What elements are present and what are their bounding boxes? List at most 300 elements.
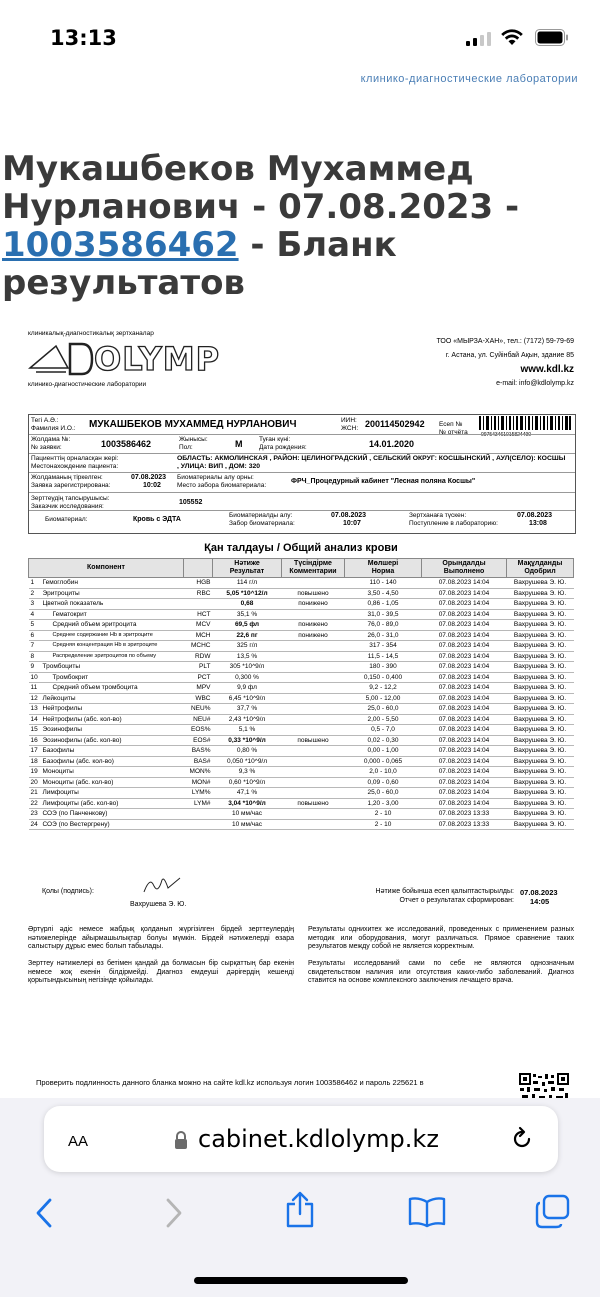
test-comment xyxy=(282,767,345,778)
bookmarks-icon[interactable] xyxy=(407,1196,447,1228)
test-norm: 2,00 - 5,50 xyxy=(345,714,422,725)
result-row xyxy=(29,788,574,799)
signature-label: Қолы (подпись): xyxy=(42,888,94,895)
result-row xyxy=(29,725,574,736)
test-norm: 0,000 - 0,065 xyxy=(345,756,422,767)
share-icon[interactable] xyxy=(284,1190,316,1230)
status-time: 13:13 xyxy=(50,26,117,50)
test-code: PCT xyxy=(184,672,213,683)
test-done: 07.08.2023 14:04 xyxy=(422,693,507,704)
order-number: 1003586462 xyxy=(101,439,152,449)
test-approved-by: Вахрушева Э. Ю. xyxy=(507,735,574,746)
wifi-icon xyxy=(501,29,523,46)
test-done: 07.08.2023 13:33 xyxy=(422,809,507,820)
component-cell xyxy=(29,693,184,704)
test-norm: 11,5 - 14,5 xyxy=(345,651,422,662)
logo-caption-kz: клиникалық-диагностикалық зертханалар xyxy=(28,330,154,337)
test-name: Лимфоциты (абс. кол-во) xyxy=(42,799,119,807)
order-label: Жолдама №: № заявки: xyxy=(31,436,71,451)
test-name: Нейтрофилы xyxy=(42,705,83,713)
component-cell xyxy=(29,620,184,631)
test-norm: 25,0 - 60,0 xyxy=(345,704,422,715)
test-comment xyxy=(282,662,345,673)
test-code: RDW xyxy=(184,651,213,662)
test-norm: 0,02 - 0,30 xyxy=(345,735,422,746)
test-comment xyxy=(282,756,345,767)
row-number: 23 xyxy=(30,810,38,818)
test-result: 22,6 пг xyxy=(213,630,282,641)
col-norm: Мөлшері Норма xyxy=(345,559,422,578)
page-title-part2: - Бланк результатов xyxy=(2,225,397,303)
url-text[interactable]: cabinet.kdlolymp.kz xyxy=(198,1125,439,1153)
company-address: г. Астана, ул. Суйінбай Ақын, здание 85 xyxy=(445,352,574,359)
result-row xyxy=(29,756,574,767)
name-label: Тегі А.Ә.: Фамилия И.О.: xyxy=(31,417,76,432)
test-norm: 0,00 - 1,00 xyxy=(345,746,422,757)
test-done: 07.08.2023 14:04 xyxy=(422,756,507,767)
status-bar xyxy=(0,0,600,70)
test-name: СОЭ (по Вестергрену) xyxy=(42,820,110,828)
component-cell xyxy=(29,714,184,725)
signer-name: Вахрушева Э. Ю. xyxy=(130,901,187,908)
test-norm: 110 - 140 xyxy=(345,578,422,589)
test-norm: 3,50 - 4,50 xyxy=(345,588,422,599)
test-norm: 2 - 10 xyxy=(345,819,422,830)
test-approved-by: Вахрушева Э. Ю. xyxy=(507,599,574,610)
row-number: 11 xyxy=(30,684,38,692)
test-result: 47,1 % xyxy=(213,788,282,799)
lock-icon xyxy=(174,1131,188,1149)
test-approved-by: Вахрушева Э. Ю. xyxy=(507,662,574,673)
test-result: 305 *10^9/л xyxy=(213,662,282,673)
collection-time: 10:07 xyxy=(343,520,361,527)
test-comment: понижено xyxy=(282,630,345,641)
component-cell xyxy=(29,767,184,778)
test-approved-by: Вахрушева Э. Ю. xyxy=(507,725,574,736)
cellular-signal-icon xyxy=(466,32,492,46)
component-cell xyxy=(29,809,184,820)
test-done: 07.08.2023 14:04 xyxy=(422,798,507,809)
result-row xyxy=(29,662,574,673)
test-name: Гематокрит xyxy=(52,610,87,618)
test-norm: 5,00 - 12,00 xyxy=(345,693,422,704)
result-row xyxy=(29,609,574,620)
test-name: Средняя концентрация Hb в эритроците xyxy=(52,642,158,649)
result-row xyxy=(29,777,574,788)
result-row xyxy=(29,735,574,746)
biomaterial-label: Биоматериал: xyxy=(45,516,88,523)
test-code: MCH xyxy=(184,630,213,641)
test-result: 10 мм/час xyxy=(213,819,282,830)
test-code xyxy=(184,819,213,830)
text-size-label: AA xyxy=(68,1133,89,1150)
browser-toolbar xyxy=(0,1180,600,1250)
test-approved-by: Вахрушева Э. Ю. xyxy=(507,777,574,788)
test-name: Моноциты (абс. кол-во) xyxy=(42,778,114,786)
row-number: 9 xyxy=(30,663,35,671)
test-done: 07.08.2023 14:04 xyxy=(422,777,507,788)
company-name: ТОО «МЫРЗА-ХАН», тел.: (7172) 59-79-69 xyxy=(436,338,574,345)
test-code: MPV xyxy=(184,683,213,694)
test-approved-by: Вахрушева Э. Ю. xyxy=(507,683,574,694)
test-comment xyxy=(282,683,345,694)
component-cell xyxy=(29,578,184,589)
test-norm: 25,0 - 60,0 xyxy=(345,788,422,799)
test-name: Тромбоциты xyxy=(42,663,81,671)
test-done: 07.08.2023 14:04 xyxy=(422,683,507,694)
test-comment xyxy=(282,578,345,589)
test-code: MON# xyxy=(184,777,213,788)
test-name: Эозинофилы xyxy=(42,726,82,734)
patient-dob: 14.01.2020 xyxy=(369,439,415,449)
battery-icon xyxy=(535,29,569,46)
test-norm: 2,0 - 10,0 xyxy=(345,767,422,778)
test-name: Нейтрофилы (абс. кол-во) xyxy=(42,715,122,723)
col-result: Нәтиже Результат xyxy=(213,559,282,578)
row-number: 24 xyxy=(30,820,38,828)
disclaimer-ru-1: Результаты однихитех же исследований, проведенных с применением разных методик или оборудования, могут различаться. Прямое сравнение таких результатов между собой не является корректным. xyxy=(308,926,574,950)
test-norm: 76,0 - 89,0 xyxy=(345,620,422,631)
reload-icon[interactable] xyxy=(509,1126,535,1152)
verify-note: Проверить подлинность данного бланка можно на сайте kdl.kz используя логин 1003586462 и пароль 225621 в xyxy=(36,1078,424,1087)
row-number: 5 xyxy=(30,621,35,629)
test-code: MCV xyxy=(184,620,213,631)
test-comment: понижено xyxy=(282,599,345,610)
test-done: 07.08.2023 14:04 xyxy=(422,620,507,631)
patient-name: МУКАШБЕКОВ МУХАММЕД НУРЛАНОВИЧ xyxy=(89,419,297,430)
test-code: RBC xyxy=(184,588,213,599)
component-cell xyxy=(29,630,184,641)
text-size-button[interactable] xyxy=(68,1128,88,1152)
test-done: 07.08.2023 14:04 xyxy=(422,662,507,673)
disclaimer-ru-2: Результаты исследований сами по себе не являются однозначным свидетельством наличия или отсутствия каких-либо заболеваний. Диагноз ставится на основе комплексного заключения лечащего врача. xyxy=(308,960,574,984)
result-row xyxy=(29,651,574,662)
test-code: NEU# xyxy=(184,714,213,725)
component-cell xyxy=(29,651,184,662)
test-name: Эозинофилы (абс. кол-во) xyxy=(42,736,122,744)
test-approved-by: Вахрушева Э. Ю. xyxy=(507,704,574,715)
component-cell xyxy=(29,735,184,746)
back-icon[interactable] xyxy=(34,1198,54,1228)
test-done: 07.08.2023 14:04 xyxy=(422,714,507,725)
test-result: 13,5 % xyxy=(213,651,282,662)
test-code: BAS% xyxy=(184,746,213,757)
test-result: 0,68 xyxy=(213,599,282,610)
test-comment: повышено xyxy=(282,588,345,599)
received-date: 07.08.2023 xyxy=(517,512,553,519)
order-number-link[interactable]: 1003586462 xyxy=(2,225,239,265)
received-time: 13:08 xyxy=(529,520,547,527)
component-cell xyxy=(29,683,184,694)
test-name: Эритроциты xyxy=(42,589,80,597)
test-code: LYM% xyxy=(184,788,213,799)
test-result: 6,45 *10^9/л xyxy=(213,693,282,704)
row-number: 17 xyxy=(30,747,38,755)
registered-time: 10:02 xyxy=(143,482,161,489)
results-header xyxy=(29,559,574,578)
customer-label: Зерттеудің тапсырушысы: Заказчик исследования: xyxy=(31,495,110,510)
test-done: 07.08.2023 14:04 xyxy=(422,735,507,746)
test-result: 10 мм/час xyxy=(213,809,282,820)
test-approved-by: Вахрушева Э. Ю. xyxy=(507,798,574,809)
component-cell xyxy=(29,588,184,599)
col-approved: Мақұлданды Одобрил xyxy=(507,559,574,578)
collection-place: ФРЧ_Процедурный кабинет "Лесная поляна Косшы" xyxy=(291,478,476,485)
test-name: Тромбокрит xyxy=(52,673,89,681)
test-name: Распределение эритроцитов по объему xyxy=(52,652,156,659)
test-comment xyxy=(282,641,345,652)
test-approved-by: Вахрушева Э. Ю. xyxy=(507,756,574,767)
test-approved-by: Вахрушева Э. Ю. xyxy=(507,651,574,662)
test-result: 114 г/л xyxy=(213,578,282,589)
component-cell xyxy=(29,672,184,683)
component-cell xyxy=(29,777,184,788)
test-comment xyxy=(282,651,345,662)
test-name: Средний объем тромбоцита xyxy=(52,684,138,692)
test-result: 0,60 *10^9/л xyxy=(213,777,282,788)
test-result: 3,04 *10^9/л xyxy=(213,798,282,809)
test-result: 69,5 фл xyxy=(213,620,282,631)
test-norm: 0,150 - 0,400 xyxy=(345,672,422,683)
customer-id: 105552 xyxy=(179,499,203,506)
result-row xyxy=(29,809,574,820)
registered-label: Жолдаманың тіркелген: Заявка зарегистрирована: xyxy=(31,474,111,489)
test-approved-by: Вахрушева Э. Ю. xyxy=(507,672,574,683)
row-number: 6 xyxy=(30,631,35,639)
test-name: Базофилы (абс. кол-во) xyxy=(42,757,114,765)
test-result: 0,300 % xyxy=(213,672,282,683)
result-row xyxy=(29,746,574,757)
component-cell xyxy=(29,609,184,620)
barcode-number: 097543461015824490 xyxy=(481,432,532,438)
component-cell xyxy=(29,704,184,715)
test-done: 07.08.2023 13:33 xyxy=(422,819,507,830)
patient-info xyxy=(28,414,576,534)
patient-location: ОБЛАСТЬ: АКМОЛИНСКАЯ , РАЙОН: ЦЕЛИНОГРАДСКИЙ , СЕЛЬСКИЙ ОКРУГ: КОСШЫНСКИЙ , АУЛ(СЕЛО): КОСШЫ , УЛИЦА: ВИП , ДОМ: 320 xyxy=(177,455,566,470)
test-code: NEU% xyxy=(184,704,213,715)
row-number: 21 xyxy=(30,789,38,797)
test-code: EOS% xyxy=(184,725,213,736)
test-done: 07.08.2023 14:04 xyxy=(422,588,507,599)
row-number: 15 xyxy=(30,726,38,734)
disclaimer-kz-1: Әртүрлі әдіс немесе жабдық қолданып жүргізілген бірдей зерттеулердің нәтижелеріндe айырмашылықтар болуы мүмкін. Бірдей нәтижелерді өзара салыстыру дұрыс емес болып табылады. xyxy=(28,926,294,950)
results-table xyxy=(28,558,574,830)
test-code: MCHC xyxy=(184,641,213,652)
lab-tagline: клинико-диагностические лаборатории xyxy=(360,73,578,85)
test-result: 9,3 % xyxy=(213,767,282,778)
disclaimer-kz-2: Зерттеу нәтижелері өз бетімен қандай да болмасын бір сырқаттың бар екенін немесе жоқ екенін білдірмейді. Диагноз емдеушi дәрiгердің кешенді қорытындысының негізінде қойылады. xyxy=(28,960,294,984)
component-cell xyxy=(29,641,184,652)
test-code xyxy=(184,809,213,820)
iin-label: ИИН: ЖСН: xyxy=(341,417,359,432)
logo-caption-ru: клинико-диагностические лаборатории xyxy=(28,381,147,388)
result-row xyxy=(29,599,574,610)
test-result: 5,05 *10^12/л xyxy=(213,588,282,599)
row-number: 2 xyxy=(30,589,35,597)
test-result: 0,33 *10^9/л xyxy=(213,735,282,746)
test-name: Средний объем эритроцита xyxy=(52,621,137,629)
test-approved-by: Вахрушева Э. Ю. xyxy=(507,746,574,757)
test-name: Лимфоциты xyxy=(42,789,79,797)
test-name: Цветной показатель xyxy=(42,600,104,608)
test-norm: 26,0 - 31,0 xyxy=(345,630,422,641)
component-cell xyxy=(29,819,184,830)
test-done: 07.08.2023 14:04 xyxy=(422,704,507,715)
test-code: HGB xyxy=(184,578,213,589)
component-cell xyxy=(29,725,184,736)
sex-label: Жынысы: Пол: xyxy=(179,436,208,451)
col-comment: Түсіндірме Комментарии xyxy=(282,559,345,578)
test-comment: понижено xyxy=(282,620,345,631)
row-number: 19 xyxy=(30,768,38,776)
component-cell xyxy=(29,599,184,610)
registered-date: 07.08.2023 xyxy=(131,474,167,481)
test-approved-by: Вахрушева Э. Ю. xyxy=(507,714,574,725)
test-code: EOS# xyxy=(184,735,213,746)
received-label: Зертханаға түскен: Поступление в лабораторию: xyxy=(409,512,498,527)
row-number: 7 xyxy=(30,642,35,650)
row-number: 16 xyxy=(30,736,38,744)
test-approved-by: Вахрушева Э. Ю. xyxy=(507,578,574,589)
location-label: Пациенттің орналасқан жері: Местонахождение пациента: xyxy=(31,455,119,470)
page-title-part1: Мукашбеков Мухаммед Нурланович - 07.08.2023 - xyxy=(2,149,520,227)
test-done: 07.08.2023 14:04 xyxy=(422,788,507,799)
test-norm: 317 - 354 xyxy=(345,641,422,652)
test-name: Базофилы xyxy=(42,747,75,755)
test-result: 325 г/л xyxy=(213,641,282,652)
test-approved-by: Вахрушева Э. Ю. xyxy=(507,693,574,704)
result-row xyxy=(29,714,574,725)
test-comment: повышено xyxy=(282,735,345,746)
test-done: 07.08.2023 14:04 xyxy=(422,672,507,683)
test-norm: 9,2 - 12,2 xyxy=(345,683,422,694)
test-code: PLT xyxy=(184,662,213,673)
test-norm: 31,0 - 39,5 xyxy=(345,609,422,620)
report-formed-date: 07.08.2023 xyxy=(520,888,558,897)
test-norm: 0,09 - 0,60 xyxy=(345,777,422,788)
test-comment xyxy=(282,609,345,620)
test-norm: 1,20 - 3,00 xyxy=(345,798,422,809)
test-result: 35,1 % xyxy=(213,609,282,620)
test-comment xyxy=(282,714,345,725)
component-cell xyxy=(29,798,184,809)
test-approved-by: Вахрушева Э. Ю. xyxy=(507,588,574,599)
forward-icon[interactable] xyxy=(164,1198,184,1228)
component-cell xyxy=(29,662,184,673)
test-comment xyxy=(282,819,345,830)
result-row xyxy=(29,767,574,778)
test-result: 9,9 фл xyxy=(213,683,282,694)
test-norm: 2 - 10 xyxy=(345,809,422,820)
test-approved-by: Вахрушева Э. Ю. xyxy=(507,788,574,799)
collection-date: 07.08.2023 xyxy=(331,512,367,519)
test-comment xyxy=(282,809,345,820)
row-number: 22 xyxy=(30,799,38,807)
test-done: 07.08.2023 14:04 xyxy=(422,630,507,641)
test-comment xyxy=(282,746,345,757)
test-result: 0,80 % xyxy=(213,746,282,757)
result-row xyxy=(29,641,574,652)
home-indicator xyxy=(194,1277,408,1284)
company-email[interactable]: e-mail: info@kdlolymp.kz xyxy=(496,380,574,387)
result-row xyxy=(29,630,574,641)
row-number: 12 xyxy=(30,694,38,702)
logo-text: OLYMP xyxy=(94,340,221,378)
test-done: 07.08.2023 14:04 xyxy=(422,599,507,610)
test-comment xyxy=(282,693,345,704)
test-code: MON% xyxy=(184,767,213,778)
signature-icon xyxy=(142,874,182,896)
result-row xyxy=(29,693,574,704)
result-row xyxy=(29,819,574,830)
test-done: 07.08.2023 14:04 xyxy=(422,641,507,652)
test-approved-by: Вахрушева Э. Ю. xyxy=(507,620,574,631)
test-code: HCT xyxy=(184,609,213,620)
test-result: 0,050 *10^9/л xyxy=(213,756,282,767)
row-number: 10 xyxy=(30,673,38,681)
row-number: 3 xyxy=(30,600,35,608)
row-number: 4 xyxy=(30,610,35,618)
company-website[interactable]: www.kdl.kz xyxy=(520,364,574,375)
page-title xyxy=(2,150,592,302)
test-approved-by: Вахрушева Э. Ю. xyxy=(507,609,574,620)
test-result: 2,43 *10^9/л xyxy=(213,714,282,725)
test-norm: 180 - 390 xyxy=(345,662,422,673)
test-comment xyxy=(282,704,345,715)
test-comment xyxy=(282,777,345,788)
result-row xyxy=(29,704,574,715)
test-approved-by: Вахрушева Э. Ю. xyxy=(507,630,574,641)
test-done: 07.08.2023 14:04 xyxy=(422,578,507,589)
test-done: 07.08.2023 14:04 xyxy=(422,725,507,736)
test-comment xyxy=(282,672,345,683)
test-comment xyxy=(282,788,345,799)
result-row xyxy=(29,578,574,589)
result-row xyxy=(29,798,574,809)
col-component: Компонент xyxy=(29,559,184,578)
result-row xyxy=(29,683,574,694)
company-contacts xyxy=(436,335,574,391)
result-row xyxy=(29,672,574,683)
test-approved-by: Вахрушева Э. Ю. xyxy=(507,767,574,778)
patient-iin: 200114502942 xyxy=(365,419,425,429)
test-code: BAS# xyxy=(184,756,213,767)
test-result: 5,1 % xyxy=(213,725,282,736)
row-number: 13 xyxy=(30,705,38,713)
test-comment xyxy=(282,725,345,736)
test-norm: 0,86 - 1,05 xyxy=(345,599,422,610)
row-number: 14 xyxy=(30,715,38,723)
test-done: 07.08.2023 14:04 xyxy=(422,746,507,757)
test-approved-by: Вахрушева Э. Ю. xyxy=(507,819,574,830)
test-done: 07.08.2023 14:04 xyxy=(422,651,507,662)
result-row xyxy=(29,620,574,631)
row-number: 8 xyxy=(30,652,35,660)
patient-sex: М xyxy=(235,439,243,449)
test-name: СОЭ (по Панченкову) xyxy=(42,810,108,818)
test-code: WBC xyxy=(184,693,213,704)
signature-block xyxy=(42,888,187,908)
report-label: Есеп № № отчёта xyxy=(439,421,468,436)
test-name: Моноциты xyxy=(42,768,74,776)
report-formed-label: Нәтиже бойынша есеп қалыптастырылды: Отчет о результатах сформирован: xyxy=(375,888,514,904)
test-done: 07.08.2023 14:04 xyxy=(422,767,507,778)
tabs-icon[interactable] xyxy=(534,1194,572,1230)
report-formed-time: 14:05 xyxy=(530,897,550,906)
component-cell xyxy=(29,756,184,767)
test-done: 07.08.2023 14:04 xyxy=(422,609,507,620)
component-cell xyxy=(29,788,184,799)
